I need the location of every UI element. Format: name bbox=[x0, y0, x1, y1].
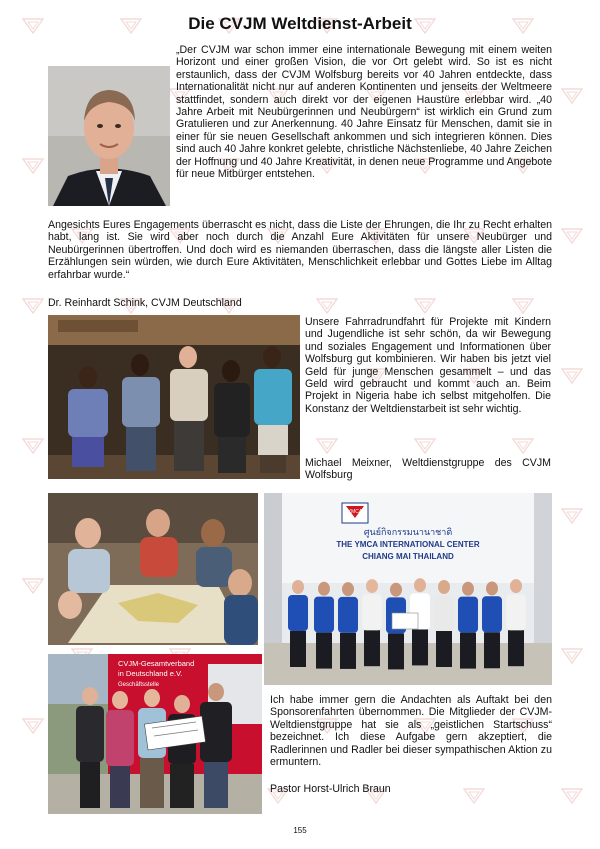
cheque-banner-line1: CVJM-Gesamtverband bbox=[118, 659, 195, 668]
watermark-triangle-icon bbox=[414, 438, 436, 454]
portrait-photo bbox=[48, 66, 170, 206]
workshop-photo bbox=[48, 493, 258, 645]
watermark-triangle-icon bbox=[561, 788, 583, 804]
signature-schink: Dr. Reinhardt Schink, CVJM Deutschland bbox=[48, 297, 242, 309]
page-title: Die CVJM Weltdienst-Arbeit bbox=[188, 14, 412, 33]
ymca-sign-line2: CHIANG MAI THAILAND bbox=[362, 552, 454, 561]
watermark-triangle-icon bbox=[316, 298, 338, 314]
quote-schink-top: „Der CVJM war schon immer eine internationale Bewegung mit einem weiten Horizont und einer großen Vision, die vor Ort gelebt wird. So ist es nicht erstaunlich, dass der CVJM Wolfsburg bereits vor 40 Jahren entdeckte, dass Internationalität nicht nur auf anderen Kontinenten und jenseits der Weltmeere stattfindet, sondern auch direkt vor der eigenen Haustüre erlebbar wird. „40 Jahre Arbeit mit Neubürgerinnen und Neubürgern“ ist wirklich ein Grund zum Gratulieren und zur Anerkennung. 40 Jahre Einsatz für Menschen, damit sie in einer für sie neuen Gesellschaft ankommen und sich integrieren können. Dies sind auch 40 Jahre konkret gelebte, christliche Nächstenliebe, 40 Jahre Zeichen der Hoffnung und 40 Jahre Kreativität, in denen neue Programme und Angebote für neue Mitbürger entstehen. bbox=[176, 44, 552, 181]
signature-meixner: Michael Meixner, Weltdienstgruppe des CVJM Wolfsburg bbox=[305, 457, 551, 482]
ymca-logo-text: YMCA bbox=[347, 509, 363, 515]
page-number: 155 bbox=[293, 826, 307, 835]
quote-meixner: Unsere Fahrradrundfahrt für Projekte mit Kindern und Jugendliche ist sehr schön, da wir Bewegung und soziales Engagement und Informationen über Wolfsburg gut kombinieren. Wir haben bis jetzt viel Geld für junge Menschen gesammelt – und das Geld wird gebraucht und kommt auch an. Beim Projekt in Nigeria habe ich selbst mitgeholfen. Die Konstanz der Weltdienstarbeit ist sehr wichtig. bbox=[305, 316, 551, 415]
cheque-banner-line3: Geschäftsstelle bbox=[118, 682, 160, 688]
watermark-triangle-icon bbox=[414, 298, 436, 314]
watermark-triangle-icon bbox=[561, 88, 583, 104]
watermark-triangle-icon bbox=[512, 438, 534, 454]
watermark-triangle-icon bbox=[22, 158, 44, 174]
watermark-triangle-icon bbox=[561, 648, 583, 664]
watermark-triangle-icon bbox=[22, 438, 44, 454]
quote-schink-bottom: Angesichts Eures Engagements überrascht es nicht, dass die Liste der Ehrungen, die Ihr zu Recht erhalten habt, lang ist. Sie wird aber noch durch die Anzahl Eure Aktivitäten für unsere Neubürger und Neubürgerinnen übertroffen. Und doch wird es niemanden überraschen, dass die längste aller Listen die Erzählungen sein würden, wie durch Eure Aktivitäten, Menschlichkeit erlebbar und Gottes Liebe im Alltag erfahrbar wurde.“ bbox=[48, 219, 552, 281]
cheque-banner-line2: in Deutschland e.V. bbox=[118, 669, 183, 678]
quote-braun: Ich habe immer gern die Andachten als Auftakt bei den Sponsorenfahrten übernommen. Die Mitglieder der CVJM-Weltdienstgruppe hat sie als „geistlichen Startschuss“ bezeichnet. Ich diese Aufgabe gern akzeptiert, die Radlerinnen und Radler bei dieser sympathischen Aktion zu ermuntern. bbox=[270, 694, 552, 769]
watermark-triangle-icon bbox=[316, 438, 338, 454]
ymca-chiangmai-photo bbox=[264, 493, 552, 685]
watermark-triangle-icon bbox=[561, 508, 583, 524]
signature-braun: Pastor Horst-Ulrich Braun bbox=[270, 783, 391, 795]
watermark-triangle-icon bbox=[512, 298, 534, 314]
watermark-triangle-icon bbox=[22, 298, 44, 314]
watermark-triangle-icon bbox=[22, 718, 44, 734]
ymca-sign-thai: ศูนย์กิจกรรมนานาชาติ bbox=[363, 527, 453, 537]
watermark-triangle-icon bbox=[22, 578, 44, 594]
ymca-sign-line1: THE YMCA INTERNATIONAL CENTER bbox=[336, 540, 480, 549]
watermark-triangle-icon bbox=[463, 788, 485, 804]
watermark-triangle-icon bbox=[561, 368, 583, 384]
cheque-handover-photo bbox=[48, 654, 262, 814]
watermark-triangle-icon bbox=[561, 228, 583, 244]
group-photo-nigeria bbox=[48, 315, 300, 479]
